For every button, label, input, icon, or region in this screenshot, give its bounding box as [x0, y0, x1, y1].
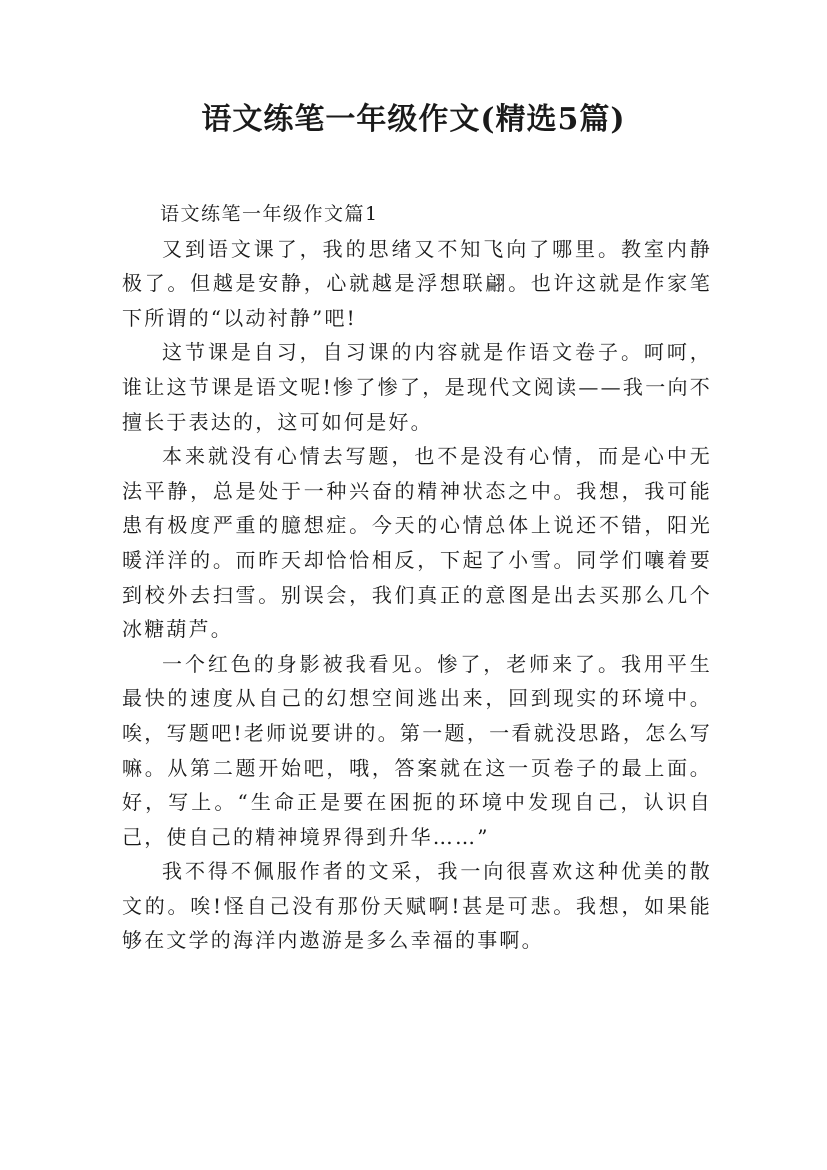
document-body: [122, 197, 712, 958]
paragraph: 一个红色的身影被我看见。惨了，老师来了。我用平生最快的速度从自己的幻想空间逃出来，回到现实的环境中。唉，写题吧!老师说要讲的。第一题，一看就没思路，怎么写嘛。从第二题开始吧，哦，答案就在这一页卷子的最上面。好，写上。“生命正是要在困扼的环境中发现自己，认识自己，使自己的精神境界得到升华……”: [122, 651, 712, 849]
document-title: 语文练笔一年级作文(精选5篇): [201, 102, 626, 137]
section-heading: 语文练笔一年级作文篇1: [160, 203, 379, 225]
paragraph: 本来就没有心情去写题，也不是没有心情，而是心中无法平静，总是处于一种兴奋的精神状态之中。我想，我可能患有极度严重的臆想症。今天的心情总体上说还不错，阳光暖洋洋的。而昨天却恰恰相反，下起了小雪。同学们嚷着要到校外去扫雪。别误会，我们真正的意图是出去买那么几个冰糖葫芦。: [122, 444, 712, 642]
paragraph: 又到语文课了，我的思绪又不知飞向了哪里。教室内静极了。但越是安静，心就越是浮想联翩。也许这就是作家笔下所谓的“以动衬静”吧!: [122, 236, 712, 330]
paragraph: 我不得不佩服作者的文采，我一向很喜欢这种优美的散文的。唉!怪自己没有那份天赋啊!甚是可悲。我想，如果能够在文学的海洋内遨游是多么幸福的事啊。: [122, 859, 712, 953]
paragraph: 这节课是自习，自习课的内容就是作语文卷子。呵呵，谁让这节课是语文呢!惨了惨了，是现代文阅读——我一向不擅长于表达的，这可如何是好。: [122, 340, 712, 434]
